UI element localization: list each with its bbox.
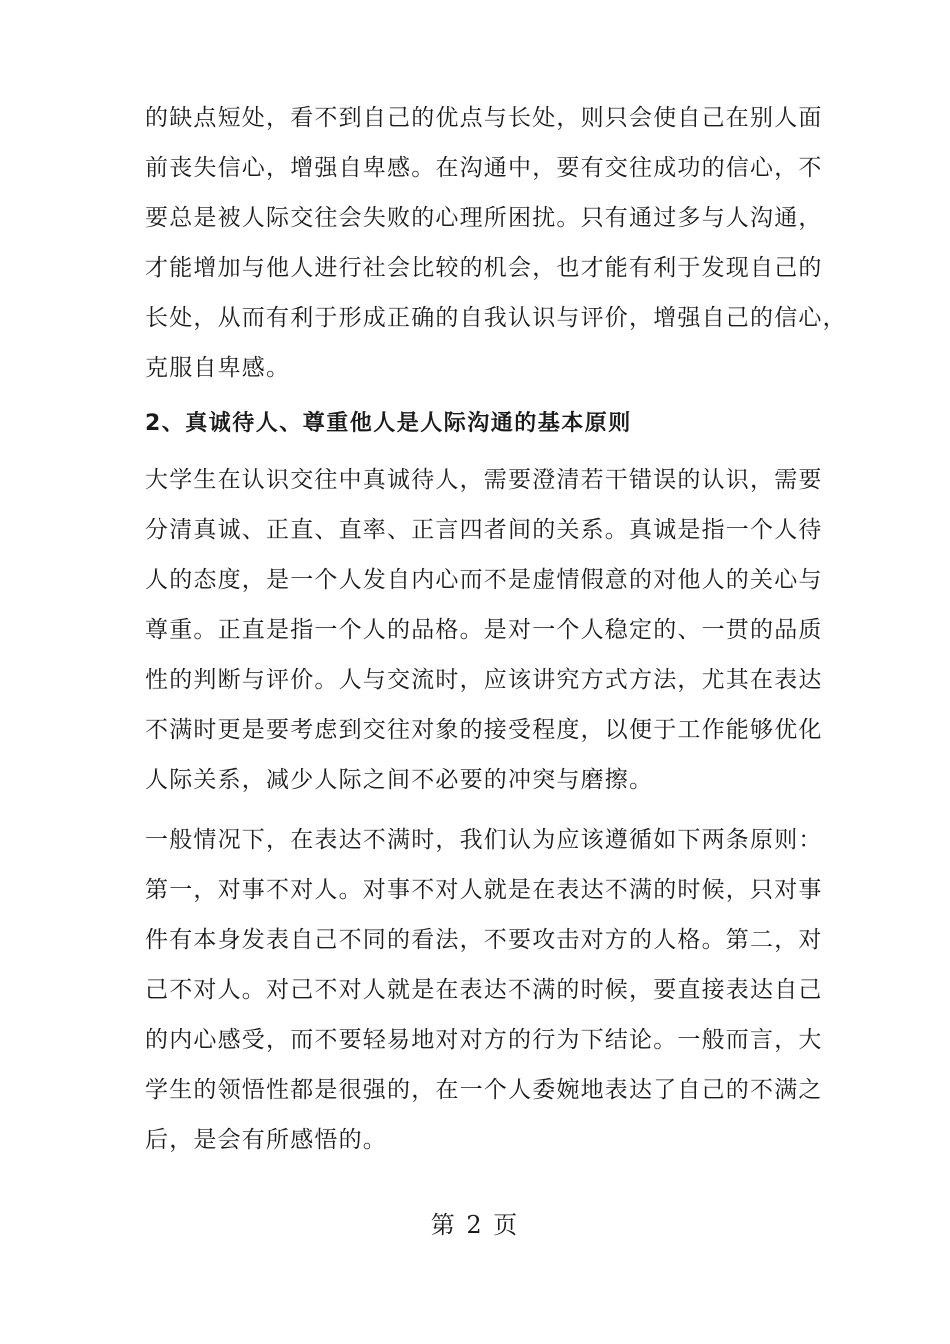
page-number: 第 2 页 <box>430 1211 520 1239</box>
text-line: 后，是会有所感悟的。 <box>145 1127 387 1153</box>
text-line: 人际关系，减少人际之间不必要的冲突与磨擦。 <box>145 767 654 793</box>
section-heading: 2、真诚待人、尊重他人是人际沟通的基本原则 <box>145 411 632 436</box>
text-line: 尊重。正直是指一个人的品格。是对一个人稳定的、一贯的品质 <box>145 617 823 643</box>
text-line: 前丧失信心，增强自卑感。在沟通中，要有交往成功的信心，不 <box>145 155 823 181</box>
page-content <box>145 93 847 1165</box>
text-line: 长处，从而有利于形成正确的自我认识与评价，增强自己的信心， <box>145 305 847 331</box>
text-line: 克服自卑感。 <box>145 355 291 381</box>
text-line: 一般情况下，在表达不满时，我们认为应该遵循如下两条原则： <box>145 827 823 853</box>
paragraph-2 <box>145 455 825 805</box>
text-line: 不满时更是要考虑到交往对象的接受程度，以便于工作能够优化 <box>145 717 823 743</box>
text-line: 大学生在认识交往中真诚待人，需要澄清若干错误的认识，需要 <box>145 467 823 493</box>
paragraph-3 <box>145 815 825 1165</box>
paragraph-1 <box>145 93 847 393</box>
text-line: 的内心感受，而不要轻易地对对方的行为下结论。一般而言，大 <box>145 1027 823 1053</box>
text-line: 要总是被人际交往会失败的心理所困扰。只有通过多与人沟通， <box>145 205 823 231</box>
text-line: 才能增加与他人进行社会比较的机会，也才能有利于发现自己的 <box>145 255 823 281</box>
text-line: 人的态度，是一个人发自内心而不是虚情假意的对他人的关心与 <box>145 567 823 593</box>
text-line: 件有本身发表自己不同的看法，不要攻击对方的人格。第二，对 <box>145 927 823 953</box>
text-line: 己不对人。对己不对人就是在表达不满的时候，要直接表达自己 <box>145 977 823 1003</box>
text-line: 分清真诚、正直、直率、正言四者间的关系。真诚是指一个人待 <box>145 517 823 543</box>
text-line: 学生的领悟性都是很强的，在一个人委婉地表达了自己的不满之 <box>145 1077 823 1103</box>
text-line: 性的判断与评价。人与交流时，应该讲究方式方法，尤其在表达 <box>145 667 823 693</box>
paragraph-spacer <box>145 805 825 815</box>
text-line: 第一，对事不对人。对事不对人就是在表达不满的时候，只对事 <box>145 877 823 903</box>
text-line: 的缺点短处，看不到自己的优点与长处，则只会使自己在别人面 <box>145 105 823 131</box>
